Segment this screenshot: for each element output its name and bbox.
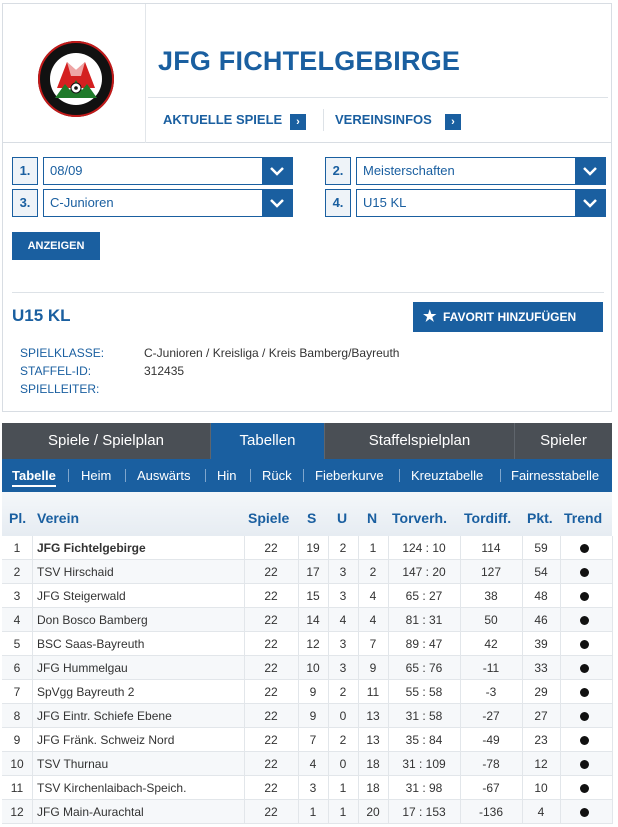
column-divider — [32, 800, 33, 824]
cell-goal-diff: -78 — [482, 757, 500, 771]
cell-losses: 2 — [369, 565, 377, 579]
cell-wins: 15 — [306, 589, 320, 603]
cell-draws: 1 — [339, 805, 347, 819]
chevron-right-icon[interactable]: › — [445, 114, 461, 130]
cell-club[interactable]: TSV Thurnau — [37, 757, 109, 771]
info-label-manager: SPIELLEITER: — [20, 382, 100, 396]
subtab-away[interactable]: Auswärts — [137, 468, 191, 483]
cell-goal-diff: 50 — [484, 613, 498, 627]
column-divider — [612, 776, 613, 800]
league-select-value: U15 KL — [363, 195, 407, 210]
cell-wins: 4 — [309, 757, 317, 771]
column-divider — [560, 560, 561, 584]
column-divider — [560, 536, 561, 560]
column-divider — [612, 560, 613, 584]
cell-games: 22 — [264, 709, 278, 723]
column-divider — [560, 776, 561, 800]
link-separator — [323, 109, 324, 131]
cell-points: 12 — [534, 757, 548, 771]
cell-club[interactable]: TSV Kirchenlaibach-Speich. — [37, 781, 187, 795]
cell-goal-ratio: 65 : 27 — [405, 589, 443, 603]
subnav-separator — [205, 469, 206, 482]
cell-games: 22 — [264, 661, 278, 675]
cell-draws: 3 — [339, 661, 347, 675]
club-name: JFG FICHTELGEBIRGE — [158, 46, 461, 76]
age-group-select[interactable] — [43, 189, 293, 217]
column-divider — [612, 752, 613, 776]
add-favorite-button[interactable] — [413, 302, 603, 332]
subnav-separator — [303, 469, 304, 482]
header-trend: Trend — [564, 510, 603, 526]
table-row[interactable] — [2, 728, 612, 752]
cell-draws: 3 — [339, 637, 347, 651]
show-button[interactable]: ANZEIGEN — [12, 232, 100, 260]
header-divider — [148, 97, 608, 98]
cell-position: 8 — [13, 709, 21, 723]
column-divider — [560, 800, 561, 824]
cell-position: 3 — [13, 589, 21, 603]
table-row[interactable] — [2, 560, 612, 584]
cell-goal-ratio: 31 : 58 — [405, 709, 443, 723]
trend-dot-icon — [580, 592, 589, 601]
table-row[interactable] — [2, 656, 612, 680]
table-row[interactable] — [2, 776, 612, 800]
column-divider — [612, 632, 613, 656]
subtab-fever-curve[interactable]: Fieberkurve — [315, 468, 384, 483]
cell-position: 5 — [13, 637, 21, 651]
tab-players[interactable]: Spieler — [540, 432, 587, 449]
header-points: Pkt. — [527, 510, 553, 526]
cell-goal-ratio: 89 : 47 — [405, 637, 443, 651]
cell-games: 22 — [264, 757, 278, 771]
trend-dot-icon — [580, 736, 589, 745]
cell-position: 9 — [13, 733, 21, 747]
cell-goal-diff: 38 — [484, 589, 498, 603]
cell-goal-diff: 127 — [480, 565, 502, 579]
club-logo — [37, 40, 115, 118]
cell-position: 10 — [10, 757, 24, 771]
club-header — [2, 3, 612, 143]
cell-goal-diff: 114 — [481, 541, 501, 555]
cell-losses: 20 — [366, 805, 380, 819]
info-value-id: 312435 — [144, 364, 185, 378]
cell-goal-ratio: 31 : 98 — [405, 781, 443, 795]
cell-losses: 18 — [366, 781, 380, 795]
info-label-class: SPIELKLASSE: — [20, 346, 105, 360]
cell-goal-diff: -27 — [482, 709, 500, 723]
cell-goal-diff: -67 — [482, 781, 500, 795]
column-divider — [32, 536, 33, 560]
cell-draws: 3 — [339, 565, 347, 579]
column-divider — [612, 728, 613, 752]
cell-goal-diff: -11 — [482, 661, 500, 675]
cell-games: 22 — [264, 589, 278, 603]
cell-club[interactable]: TSV Hirschaid — [37, 565, 114, 579]
subtab-home[interactable]: Heim — [81, 468, 112, 483]
table-row[interactable] — [2, 584, 612, 608]
header-wins: S — [307, 510, 317, 526]
subtab-fairness-table[interactable]: Fairnesstabelle — [511, 468, 600, 483]
cell-games: 22 — [264, 805, 278, 819]
subtab-cross-table[interactable]: Kreuztabelle — [411, 468, 484, 483]
column-divider — [560, 584, 561, 608]
column-divider — [560, 680, 561, 704]
cell-games: 22 — [264, 781, 278, 795]
subtab-second-half[interactable]: Rück — [262, 468, 292, 483]
cell-points: 46 — [534, 613, 548, 627]
column-divider — [612, 656, 613, 680]
cell-goal-ratio: 147 : 20 — [402, 565, 446, 579]
column-divider — [32, 656, 33, 680]
column-divider — [32, 608, 33, 632]
trend-dot-icon — [580, 568, 589, 577]
cell-points: 29 — [534, 685, 548, 699]
cell-position: 12 — [10, 805, 24, 819]
cell-points: 33 — [534, 661, 548, 675]
cell-club[interactable]: JFG Fichtelgebirge — [37, 541, 146, 555]
cell-losses: 4 — [369, 613, 377, 627]
column-divider — [32, 632, 33, 656]
age-group-select-value: C-Junioren — [50, 195, 114, 210]
cell-club[interactable]: JFG Eintr. Schiefe Ebene — [37, 709, 172, 723]
cell-goal-ratio: 35 : 84 — [405, 733, 443, 747]
league-title: U15 KL — [12, 306, 71, 325]
tab-tables[interactable]: Tabellen — [211, 423, 325, 459]
filter-number-1: 1. — [12, 157, 38, 185]
cell-position: 7 — [13, 685, 21, 699]
cell-wins: 14 — [306, 613, 320, 627]
cell-points: 4 — [537, 805, 545, 819]
cell-games: 22 — [264, 733, 278, 747]
cell-games: 22 — [264, 541, 278, 555]
trend-dot-icon — [580, 784, 589, 793]
tab-games[interactable]: Spiele / Spielplan — [2, 423, 211, 459]
info-label-id: STAFFEL-ID: — [20, 364, 92, 378]
cell-losses: 11 — [366, 685, 380, 699]
cell-wins: 10 — [306, 661, 320, 675]
cell-club[interactable]: Don Bosco Bamberg — [37, 613, 148, 627]
cell-draws: 2 — [339, 733, 347, 747]
cell-position: 11 — [10, 781, 24, 795]
cell-goal-ratio: 55 : 58 — [405, 685, 443, 699]
cell-position: 6 — [13, 661, 21, 675]
cell-club[interactable]: JFG Hummelgau — [37, 661, 128, 675]
table-row[interactable] — [2, 632, 612, 656]
season-select[interactable] — [43, 157, 293, 185]
header-draws: U — [337, 510, 348, 526]
column-divider — [32, 752, 33, 776]
cell-club[interactable]: SpVgg Bayreuth 2 — [37, 685, 135, 699]
trend-dot-icon — [580, 712, 589, 721]
trend-dot-icon — [580, 760, 589, 769]
column-divider — [32, 728, 33, 752]
trend-dot-icon — [580, 640, 589, 649]
trend-dot-icon — [580, 808, 589, 817]
filter-number-2: 2. — [325, 157, 351, 185]
table-row[interactable] — [2, 680, 612, 704]
header-club: Verein — [37, 510, 80, 526]
column-divider — [560, 608, 561, 632]
filter-number-4: 4. — [325, 189, 351, 217]
info-value-class: C-Junioren / Kreisliga / Kreis Bamberg/Bayreuth — [144, 346, 400, 360]
season-select-value: 08/09 — [50, 163, 83, 178]
column-divider — [612, 536, 613, 560]
cell-club[interactable]: JFG Fränk. Schweiz Nord — [37, 733, 175, 747]
cell-position: 1 — [13, 541, 21, 555]
current-games-link[interactable]: AKTUELLE SPIELE — [163, 112, 283, 127]
cell-goal-diff: -136 — [478, 805, 504, 819]
cell-draws: 0 — [339, 757, 347, 771]
subtab-first-half[interactable]: Hin — [217, 468, 237, 483]
table-row[interactable] — [2, 608, 612, 632]
add-favorite-label: FAVORIT HINZUFÜGEN — [443, 310, 577, 324]
column-divider — [32, 560, 33, 584]
club-logo-box — [3, 4, 146, 143]
cell-losses: 7 — [369, 637, 377, 651]
header-position: Pl. — [9, 510, 27, 526]
chevron-right-icon[interactable]: › — [290, 114, 306, 130]
column-divider — [32, 584, 33, 608]
league-select[interactable] — [356, 189, 606, 217]
cell-draws: 0 — [339, 709, 347, 723]
chevron-down-icon[interactable] — [262, 158, 292, 184]
cell-draws: 3 — [339, 589, 347, 603]
chevron-down-icon[interactable] — [575, 158, 605, 184]
main-tabs — [2, 423, 612, 459]
table-subnav — [2, 459, 612, 492]
cell-losses: 4 — [369, 589, 377, 603]
cell-losses: 1 — [369, 541, 377, 555]
trend-dot-icon — [580, 544, 589, 553]
cell-wins: 19 — [306, 541, 320, 555]
cell-points: 10 — [534, 781, 548, 795]
header-goal-diff: Tordiff. — [464, 510, 512, 526]
cell-goal-ratio: 31 : 109 — [402, 757, 446, 771]
cell-points: 23 — [534, 733, 548, 747]
column-divider — [32, 704, 33, 728]
cell-goal-ratio: 124 : 10 — [402, 541, 446, 555]
cell-club[interactable]: JFG Main-Aurachtal — [37, 805, 144, 819]
cell-points: 27 — [534, 709, 548, 723]
column-divider — [560, 728, 561, 752]
cell-goal-diff: 42 — [484, 637, 498, 651]
chevron-down-icon[interactable] — [262, 190, 292, 216]
trend-dot-icon — [580, 688, 589, 697]
cell-goal-ratio: 81 : 31 — [405, 613, 443, 627]
cell-position: 2 — [13, 565, 21, 579]
column-divider — [612, 800, 613, 824]
cell-draws: 2 — [339, 541, 347, 555]
competition-select-value: Meisterschaften — [363, 163, 455, 178]
column-divider — [612, 584, 613, 608]
cell-points: 59 — [534, 541, 548, 555]
filter-divider — [12, 292, 604, 293]
cell-points: 48 — [534, 589, 548, 603]
subnav-separator — [500, 469, 501, 482]
cell-club[interactable]: BSC Saas-Bayreuth — [37, 637, 145, 651]
column-divider — [560, 752, 561, 776]
cell-wins: 17 — [306, 565, 320, 579]
column-divider — [560, 632, 561, 656]
cell-goal-diff: -3 — [485, 685, 497, 699]
tab-schedule[interactable]: Staffelspielplan — [325, 423, 515, 459]
cell-wins: 3 — [309, 781, 317, 795]
table-header — [2, 492, 612, 536]
header-losses: N — [367, 510, 378, 526]
cell-wins: 9 — [309, 685, 317, 699]
cell-points: 54 — [534, 565, 548, 579]
header-goal-ratio: Torverh. — [392, 510, 447, 526]
subnav-separator — [399, 469, 400, 482]
table-row[interactable] — [2, 752, 612, 776]
cell-games: 22 — [264, 613, 278, 627]
cell-losses: 13 — [366, 709, 380, 723]
cell-draws: 2 — [339, 685, 347, 699]
star-icon: ★ — [423, 308, 437, 325]
cell-goal-ratio: 17 : 153 — [402, 805, 446, 819]
subtab-table[interactable]: Tabelle — [12, 459, 56, 492]
cell-draws: 1 — [339, 781, 347, 795]
column-divider — [32, 680, 33, 704]
column-divider — [560, 656, 561, 680]
filter-number-3: 3. — [12, 189, 38, 217]
competition-select[interactable] — [356, 157, 606, 185]
cell-goal-ratio: 65 : 76 — [405, 661, 443, 675]
cell-points: 39 — [534, 637, 548, 651]
column-divider — [612, 680, 613, 704]
header-games: Spiele — [248, 510, 290, 526]
column-divider — [32, 776, 33, 800]
subnav-separator — [250, 469, 251, 482]
cell-goal-diff: -49 — [482, 733, 500, 747]
cell-wins: 9 — [309, 709, 317, 723]
filter-panel — [2, 143, 612, 412]
column-divider — [612, 608, 613, 632]
cell-wins: 1 — [309, 805, 317, 819]
cell-draws: 4 — [339, 613, 347, 627]
chevron-down-icon[interactable] — [575, 190, 605, 216]
cell-losses: 18 — [366, 757, 380, 771]
cell-games: 22 — [264, 685, 278, 699]
cell-club[interactable]: JFG Steigerwald — [37, 589, 126, 603]
trend-dot-icon — [580, 664, 589, 673]
cell-wins: 7 — [309, 733, 317, 747]
cell-position: 4 — [13, 613, 21, 627]
trend-dot-icon — [580, 616, 589, 625]
cell-games: 22 — [264, 565, 278, 579]
club-info-link[interactable]: VEREINSINFOS — [335, 112, 432, 127]
column-divider — [560, 704, 561, 728]
cell-wins: 12 — [306, 637, 320, 651]
table-row[interactable] — [2, 704, 612, 728]
column-divider — [612, 704, 613, 728]
subnav-separator — [125, 469, 126, 482]
cell-losses: 13 — [366, 733, 380, 747]
cell-games: 22 — [264, 637, 278, 651]
table-row[interactable] — [2, 536, 612, 560]
table-row[interactable] — [2, 800, 612, 824]
cell-losses: 9 — [369, 661, 377, 675]
subnav-separator — [68, 469, 69, 482]
